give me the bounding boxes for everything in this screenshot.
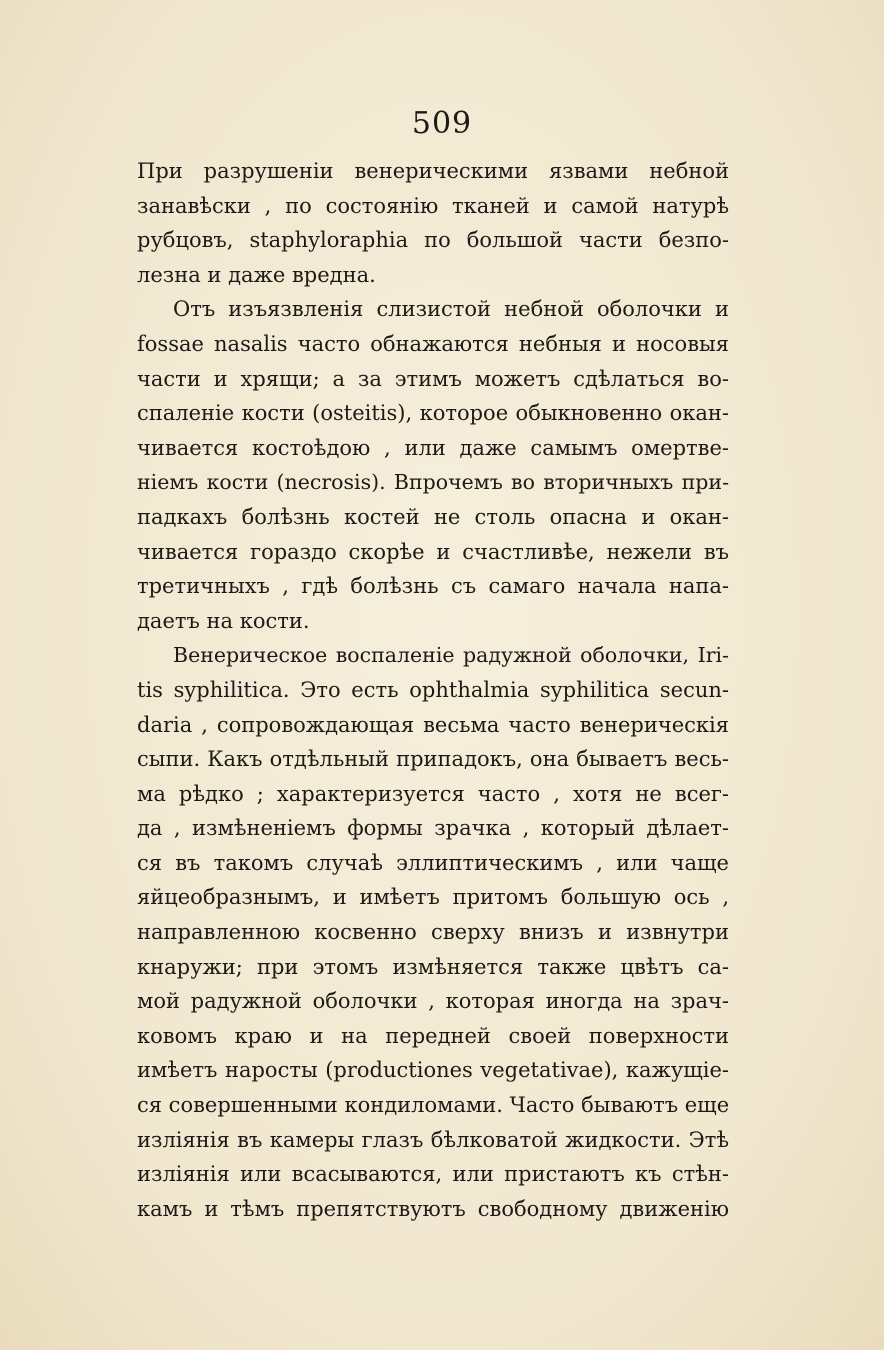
text-line: ковомъ краю и на передней своей поверхности xyxy=(137,1023,729,1048)
text-line: изліянія или всасываются, или пристаютъ къ стѣн- xyxy=(137,1162,729,1187)
text-line: ся въ такомъ случаѣ эллиптическимъ , или чаще xyxy=(137,850,729,875)
text-line: третичныхъ , гдѣ болѣзнь съ самаго начала напа- xyxy=(137,574,729,599)
text-line: fossae nasalis часто обнажаются небныя и носовыя xyxy=(137,331,729,356)
text-line: даетъ на кости. xyxy=(137,608,310,633)
text-line: чивается гораздо скорѣе и счастливѣе, нежели въ xyxy=(137,539,729,564)
text-line: нiемъ кости (necrosis). Впрочемъ во вторичныхъ при- xyxy=(137,470,729,495)
text-line: Отъ изъязвленiя слизистой небной оболочки и xyxy=(173,297,729,322)
text-line: изліянія въ камеры глазъ бѣлковатой жидкости. Этѣ xyxy=(137,1127,729,1152)
text-line: лезна и даже вредна. xyxy=(137,262,376,287)
text-line: мой радужной оболочки , которая иногда на зрач- xyxy=(137,989,729,1014)
text-line: Венерическое воспаленiе радужной оболочки, Iri- xyxy=(173,643,729,668)
text-line: рубцовъ, staphyloraphia по большой части безпо- xyxy=(137,228,729,253)
text-line: кнаружи; при этомъ измѣняется также цвѣтъ са- xyxy=(137,954,729,979)
text-line: чивается костоѣдою , или даже самымъ омертве- xyxy=(137,435,729,460)
body-text xyxy=(137,154,729,1226)
text-line: занавѣски , по состоянiю тканей и самой натурѣ xyxy=(137,193,729,218)
text-line: сыпи. Какъ отдѣльный припадокъ, она бываетъ весь- xyxy=(137,747,729,772)
text-line: ся совершенными кондиломами. Часто бываютъ еще xyxy=(137,1093,730,1118)
text-line: daria , сопровождающая весьма часто венерическiя xyxy=(137,712,729,737)
text-line: яйцеобразнымъ, и имѣетъ притомъ большую ось , xyxy=(137,885,729,910)
text-line: да , измѣненiемъ формы зрачка , который дѣлает- xyxy=(137,816,729,841)
text-line: части и хрящи; а за этимъ можетъ сдѣлаться во- xyxy=(137,366,729,391)
text-line: спаленiе кости (osteitis), которое обыкновенно окан- xyxy=(137,401,729,426)
text-line: tis syphilitica. Это есть ophthalmia syphilitica secun- xyxy=(137,677,729,702)
text-line: направленною косвенно сверху внизъ и извнутри xyxy=(137,920,729,945)
text-line: При разрушенiи венерическими язвами небной xyxy=(137,159,729,183)
text-line: камъ и тѣмъ препятствуютъ свободному движенiю xyxy=(137,1196,729,1221)
text-line: падкахъ болѣзнь костей не столь опасна и окан- xyxy=(137,504,729,529)
page-number: 509 xyxy=(411,106,473,141)
text-line: ма рѣдко ; характеризуется часто , хотя не всег- xyxy=(137,781,729,806)
text-line: имѣетъ наросты (productiones vegetativae), кажущiе- xyxy=(137,1058,729,1083)
